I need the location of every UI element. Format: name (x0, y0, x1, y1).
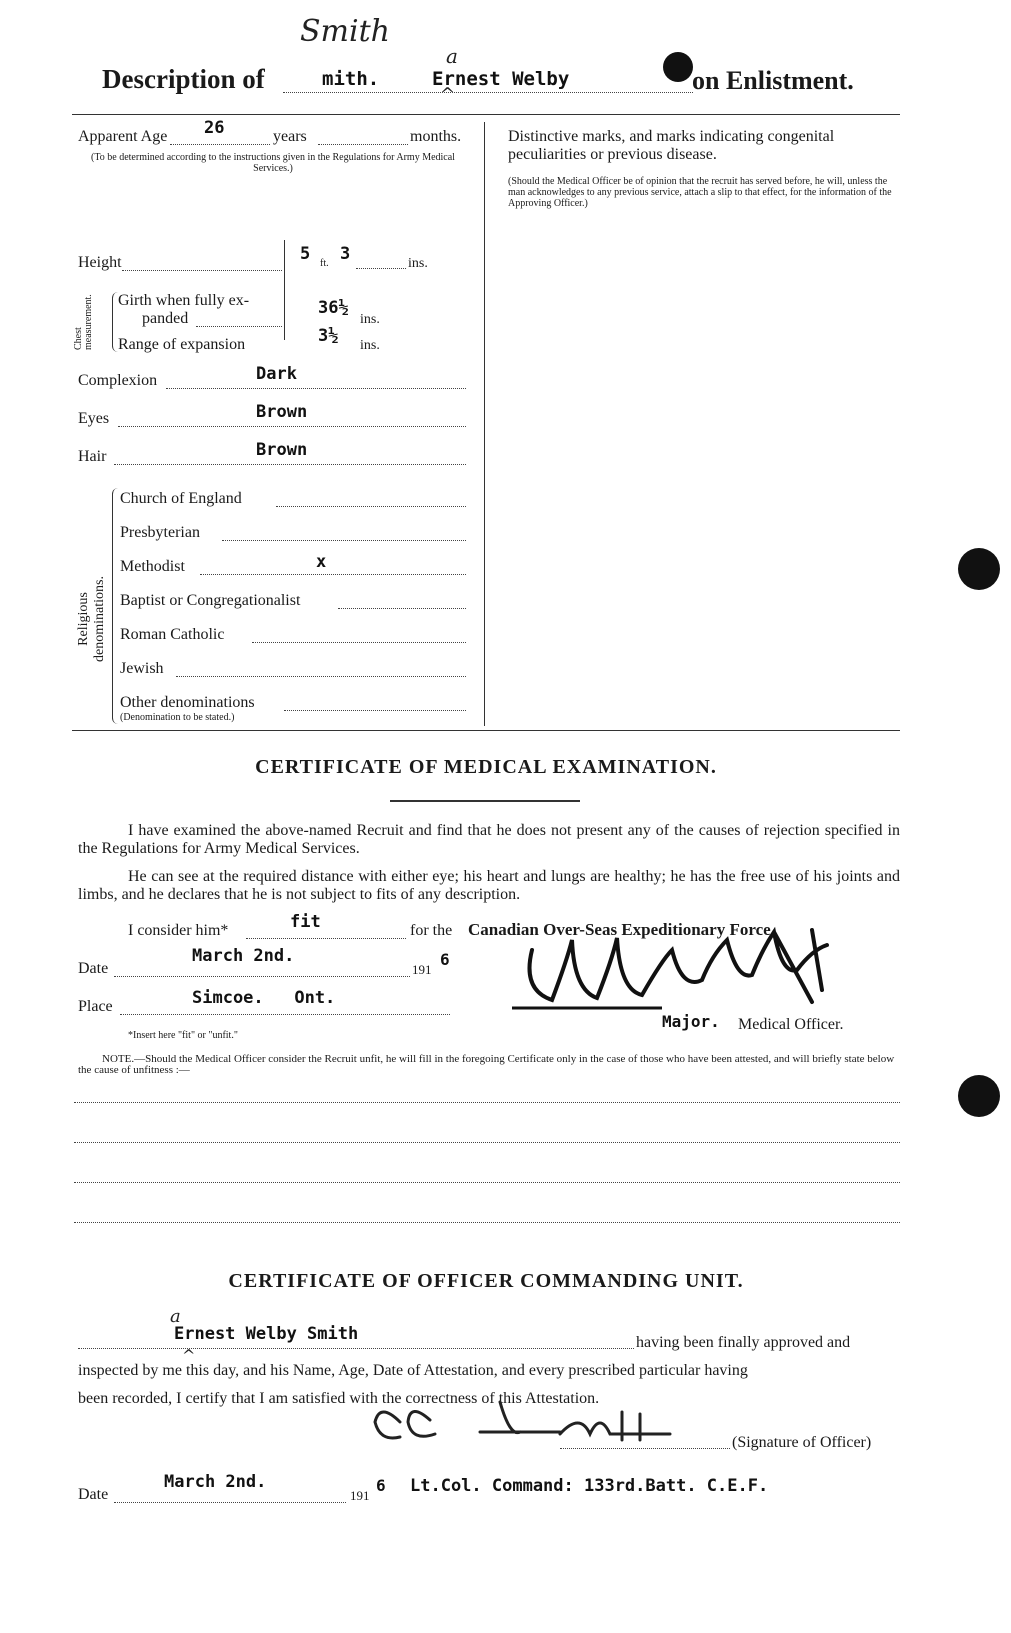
height-divider (284, 240, 285, 340)
religion-presbyterian: Presbyterian (120, 524, 200, 541)
commanding-date-label: Date (78, 1486, 109, 1503)
medical-para2: He can see at the required distance with either eye; his heart and lungs are healthy; he has the free use of his joints and limbs, and he declares that he is not subject to fits of any description. (78, 868, 900, 903)
marks-heading-1: Distinctive marks, and marks indicating congenital (508, 128, 835, 145)
height-label: Height (78, 254, 122, 271)
range-label: Range of expansion (118, 336, 246, 353)
dotted-line (78, 1348, 634, 1349)
dotted-line (114, 976, 410, 977)
unfitness-line (74, 1142, 900, 1143)
dotted-line (200, 574, 466, 575)
section-rule (72, 730, 900, 731)
header-dotted-line (283, 92, 693, 93)
force-label: Canadian Over-Seas Expeditionary Force. (468, 920, 775, 939)
commanding-line3: been recorded, I certify that I am satisfied with the correctness of this Attestation. (78, 1390, 600, 1407)
handwritten-surname: Smith (300, 14, 390, 49)
commanding-year-digit: 6 (376, 1476, 386, 1495)
officer-rank: Major. (662, 1012, 720, 1031)
punch-hole (663, 52, 693, 82)
religion-methodist: Methodist (120, 558, 185, 575)
medical-officer-signature (512, 920, 872, 1020)
denomination-note: (Denomination to be stated.) (120, 712, 235, 723)
insert-note: *Insert here "fit" or "unfit." (128, 1030, 238, 1041)
dotted-line (318, 144, 408, 145)
religion-jewish: Jewish (120, 660, 164, 677)
medical-date-label: Date (78, 960, 109, 977)
eyes-label: Eyes (78, 410, 110, 427)
hair-value: Brown (256, 440, 308, 460)
medical-year-digit: 6 (440, 950, 450, 969)
medical-year-prefix: 191 (412, 962, 432, 977)
girth-value: 36½ (318, 298, 349, 318)
height-ft: 5 (300, 244, 311, 264)
commanding-name: Ernest Welby Smith (174, 1324, 359, 1344)
dotted-line (114, 1502, 346, 1503)
dotted-line (356, 268, 406, 269)
complexion-label: Complexion (78, 372, 158, 389)
medical-note: NOTE.—Should the Medical Officer consider the Recruit unfit, he will fill in the foregoing Certificate only in the case of those who have been attested, and will briefly state below the cause of unfitness :— (78, 1053, 895, 1076)
commanding-year-prefix: 191 (350, 1488, 370, 1503)
chest-label: Chest measurement. (73, 294, 94, 350)
chest-bracket (112, 292, 119, 352)
unfitness-line (74, 1182, 900, 1183)
medical-para1: I have examined the above-named Recruit and find that he does not present any of the causes of rejection specified in the Regulations for Army Medical Services. (78, 822, 900, 857)
religions-label: Religious denominations. (76, 576, 107, 662)
marks-heading-2: peculiarities or previous disease. (508, 146, 717, 163)
height-in-unit: ins. (408, 256, 428, 271)
place-label: Place (78, 998, 113, 1015)
commanding-date-value: March 2nd. (164, 1472, 267, 1492)
column-divider (484, 122, 485, 726)
for-the-label: for the (410, 922, 453, 939)
consider-value: fit (290, 912, 321, 932)
commanding-caret: ^ (182, 1346, 196, 1365)
dotted-line (338, 608, 466, 609)
religion-baptist: Baptist or Congregationalist (120, 592, 301, 609)
header-rule (72, 114, 900, 115)
range-value: 3½ (318, 326, 339, 346)
girth-label-2: panded (142, 310, 189, 327)
header-caret: ^ (440, 84, 456, 105)
dotted-line (276, 506, 466, 507)
header-suffix: on Enlistment. (692, 66, 854, 95)
religion-other: Other denominations (120, 694, 255, 711)
hair-label: Hair (78, 448, 107, 465)
religions-bracket (112, 488, 119, 724)
medical-date-value: March 2nd. (192, 946, 295, 966)
dotted-line (284, 710, 466, 711)
girth-unit: ins. (360, 312, 380, 327)
dotted-line (560, 1448, 730, 1449)
months-label: months. (410, 128, 462, 145)
medical-title: CERTIFICATE OF MEDICAL EXAMINATION. (255, 756, 717, 778)
dotted-line (196, 326, 282, 327)
commanding-line2: inspected by me this day, and his Name, Age, Date of Attestation, and every prescribed particular having (78, 1362, 748, 1379)
commanding-handwritten-a: a (170, 1306, 181, 1327)
dotted-line (114, 464, 466, 465)
girth-label-1: Girth when fully ex- (118, 292, 250, 309)
commanding-title: CERTIFICATE OF OFFICER COMMANDING UNIT. (228, 1270, 744, 1292)
header-surname: mith. (322, 68, 380, 90)
consider-label: I consider him* (128, 922, 229, 939)
religion-methodist-mark: x (316, 552, 327, 572)
having-label: having been finally approved and (636, 1334, 851, 1351)
dotted-line (120, 1014, 450, 1015)
dotted-line (170, 144, 270, 145)
religion-church-of-england: Church of England (120, 490, 242, 507)
unfitness-line (74, 1222, 900, 1223)
place-value: Simcoe. Ont. (192, 988, 336, 1008)
punch-hole (958, 548, 1000, 590)
apparent-age-label: Apparent Age (78, 128, 168, 145)
unfitness-line (74, 1102, 900, 1103)
religion-roman-catholic: Roman Catholic (120, 626, 225, 643)
commanding-officer-signature (360, 1392, 700, 1452)
dotted-line (166, 388, 466, 389)
title-underline (390, 800, 580, 802)
handwritten-a: a (446, 44, 458, 68)
dotted-line (118, 426, 466, 427)
years-label: years (273, 128, 307, 145)
dotted-line (176, 676, 466, 677)
complexion-value: Dark (256, 364, 297, 384)
dotted-line (222, 540, 466, 541)
header-given-names: Ernest Welby (432, 68, 570, 90)
height-in: 3 (340, 244, 351, 264)
marks-note: (Should the Medical Officer be of opinion that the recruit has served before, he will, unless the man acknowledges to any previous service, attach a slip to that effect, for the information of the Approving Officer.) (508, 176, 892, 209)
dotted-line (252, 642, 466, 643)
dotted-line (246, 938, 406, 939)
header-prefix: Description of (102, 64, 265, 94)
dotted-line (122, 270, 282, 271)
age-note: (To be determined according to the instructions given in the Regulations for Army Medical Services.) (91, 152, 455, 174)
officer-title: Medical Officer. (738, 1016, 844, 1033)
signature-label: (Signature of Officer) (732, 1434, 872, 1451)
commanding-rank-unit: Lt.Col. Command: 133rd.Batt. C.E.F. (410, 1476, 769, 1496)
height-ft-unit: ft. (320, 258, 329, 269)
punch-hole (958, 1075, 1000, 1117)
eyes-value: Brown (256, 402, 308, 422)
apparent-age-value: 26 (204, 118, 225, 138)
range-unit: ins. (360, 338, 380, 353)
